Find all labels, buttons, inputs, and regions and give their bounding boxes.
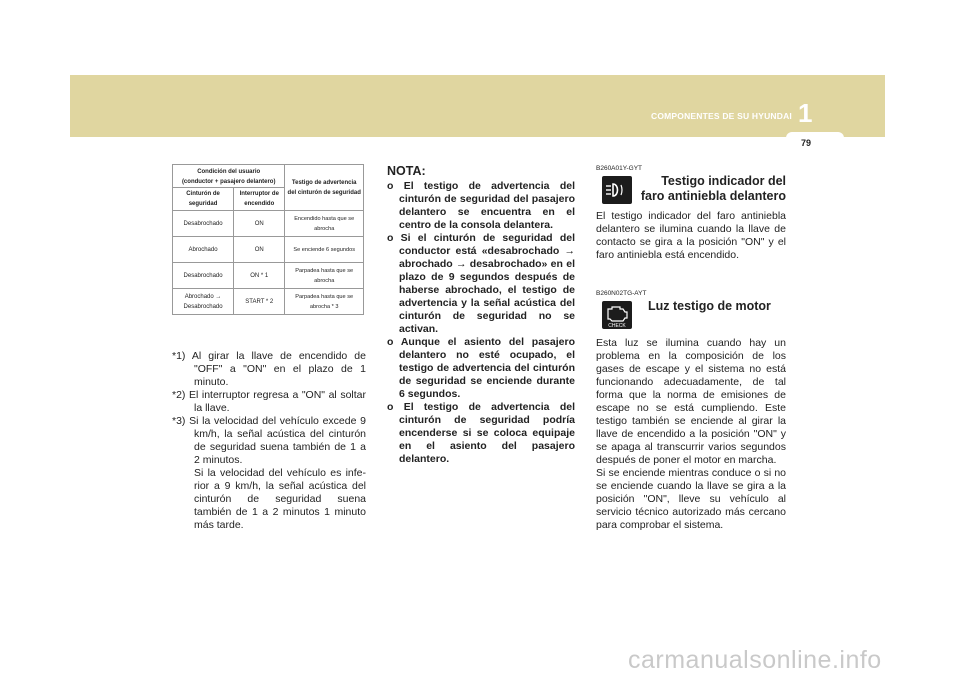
warning-cell: Parpadea hasta que se abrocha xyxy=(285,263,364,289)
front-fog-light-icon xyxy=(602,176,632,204)
nota-title: NOTA: xyxy=(387,164,426,178)
table-header-row xyxy=(173,165,364,188)
table-row xyxy=(173,211,364,237)
footnote-3-continued: Si la velocidad del vehículo es infe-rior a 9 km/h, la señal acústica del cinturón de seguridad suena también de 1 a 2 minutos 1 minuto más tarde. xyxy=(194,467,366,531)
nota-item: o Si el cinturón de seguridad del conductor está «desabrochado → abrochado → desabrochado» en el plazo de 9 segundos después de haberse abrochado, el testigo de advertencia y la señal acústica del cinturón de seguridad no se activan. xyxy=(387,232,575,335)
seatbelt-warning-table xyxy=(172,164,364,315)
user-condition-header xyxy=(173,165,285,188)
chapter-number: 1 xyxy=(798,98,813,128)
nota-block xyxy=(387,165,575,466)
engine-section-title: Luz testigo de motor xyxy=(648,299,771,313)
warning-cell: Parpadea hasta que se abrocha * 3 xyxy=(285,289,364,315)
switch-cell: ON * 1 xyxy=(234,263,285,289)
belt-cell: Desabrochado xyxy=(173,211,234,237)
header-band xyxy=(70,75,885,137)
table-row xyxy=(173,237,364,263)
user-condition-title: Condición del usuario xyxy=(197,169,261,175)
switch-header: Interruptor de encendido xyxy=(234,188,285,211)
nota-item: o Aunque el asiento del pasajero delantero no esté ocupado, el testigo de advertencia del cinturón de seguridad se enciende durante 6 segundos. xyxy=(387,336,575,400)
switch-cell: ON xyxy=(234,211,285,237)
section-title: COMPONENTES DE SU HYUNDAI xyxy=(650,111,792,121)
right-column xyxy=(596,165,786,532)
engine-section-code: B260N02TG-AYT xyxy=(596,290,647,297)
check-engine-icon-label: CHECK xyxy=(608,323,626,329)
belt-header: Cinturón de seguridad xyxy=(173,188,234,211)
footnote-1: *1) Al girar la llave de encendido de "OFF" a "ON" en el plazo de 1 minuto. xyxy=(172,350,366,388)
fog-heading-row xyxy=(596,172,786,208)
nota-item: o El testigo de advertencia del cinturón de seguridad del pasajero delantero se encuentra en el centro de la consola delantera. xyxy=(387,180,575,231)
engine-heading-row xyxy=(596,297,786,333)
footnote-3: *3) Si la velocidad del vehículo excede 9 km/h, la señal acústica del cinturón de seguridad suena también de 1 a 2 minutos. xyxy=(172,415,366,466)
fog-section-body: El testigo indicador del faro antiniebla delantero se ilumina cuando la llave de contacto se gira a la posición "ON" y el faro antiniebla está encendido. xyxy=(596,210,786,261)
belt-cell: Abrochado → Desabrochado xyxy=(173,289,234,315)
table-row xyxy=(173,263,364,289)
switch-cell: ON xyxy=(234,237,285,263)
footnotes xyxy=(172,350,366,532)
user-condition-subtitle: (conductor + pasajero delantero) xyxy=(181,179,276,185)
watermark: carmanualsonline.info xyxy=(628,646,882,674)
table-row xyxy=(173,289,364,315)
fog-section-code: B260A01Y-GYT xyxy=(596,165,643,172)
engine-section-body-2: Si se enciende mientras conduce o si no se enciende cuando la llave se gira a la posición "ON", lleve su vehículo al servicio técnico autorizado más cercano para comprobar el sistema. xyxy=(596,467,786,531)
engine-section-body: Esta luz se ilumina cuando hay un problema en la composición de los gases de escape y el sistema no está funcionando adecuadamente, de tal forma que la norma de emisiones de escape no se está cumpliendo. Este testigo también se enciende al girar la llave de encendido a la posición "ON" y se apaga al transcurrir varios segundos después de poner el motor en marcha. xyxy=(596,337,786,466)
check-engine-icon xyxy=(602,301,632,329)
warning-cell: Encendido hasta que se abrocha xyxy=(285,211,364,237)
fog-section-title: Testigo indicador del faro antiniebla delantero xyxy=(640,174,786,203)
warning-header: Testigo de advertencia del cinturón de seguridad xyxy=(285,165,364,211)
switch-cell: START * 2 xyxy=(234,289,285,315)
belt-cell: Desabrochado xyxy=(173,263,234,289)
nota-item: o El testigo de advertencia del cinturón de seguridad podría encenderse si se coloca equipaje en el asiento del pasajero delantero. xyxy=(387,401,575,465)
page-number: 79 xyxy=(800,138,811,148)
footnote-2: *2) El interruptor regresa a "ON" al soltar la llave. xyxy=(172,389,366,414)
warning-cell: Se enciende 6 segundos xyxy=(285,237,364,263)
belt-cell: Abrochado xyxy=(173,237,234,263)
